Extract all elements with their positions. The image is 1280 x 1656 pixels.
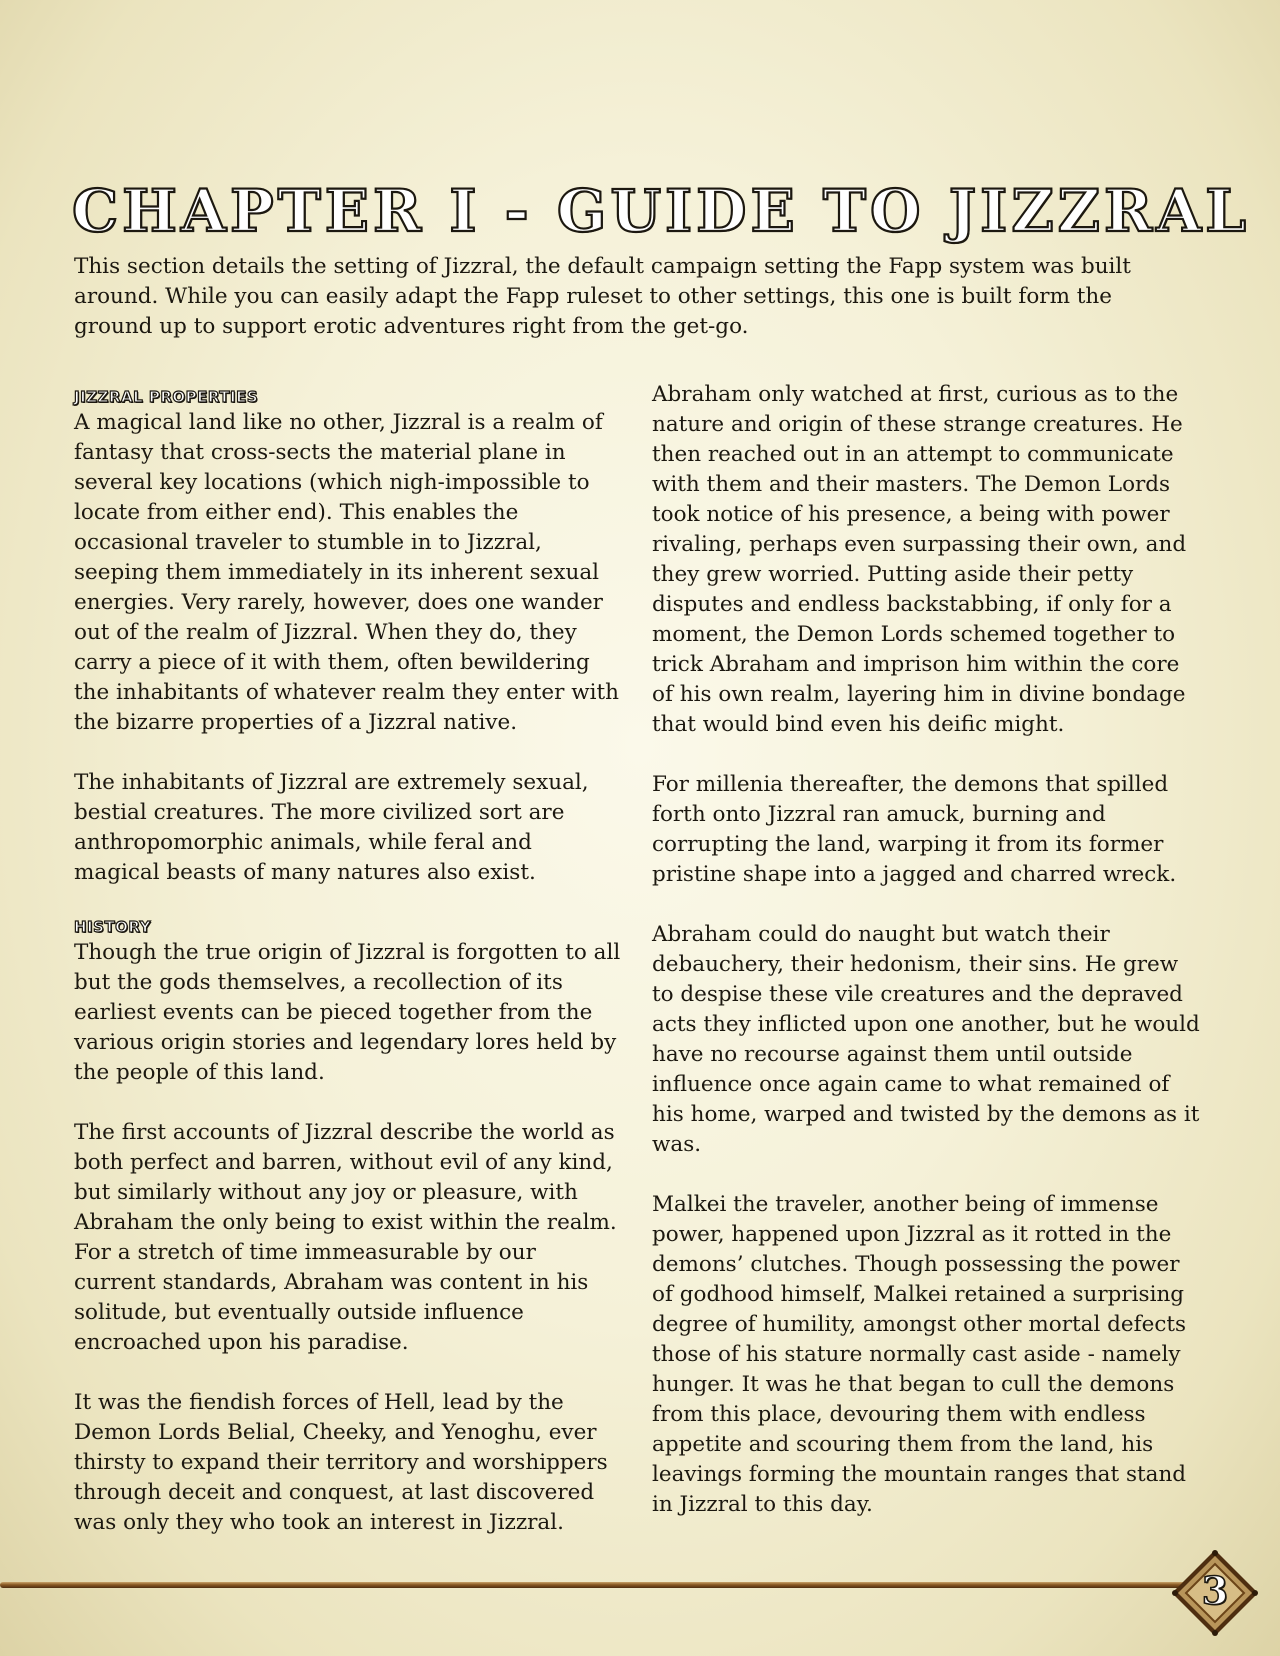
paragraph: Malkei the traveler, another being of immense power, happened upon Jizzral as it rotted in the demons’ clutches. Though possessing the power of godhood himself, Malkei retained a surprising degree of humility, amongst other mortal defects those of his stature normally cast aside - namely hunger. It was he that began to cull the demons from this place, devouring them with endless appetite and scouring them from the land, his leavings forming the mountain ranges that stand in Jizzral to this day.	[652, 1192, 1187, 1517]
paragraph: A magical land like no other, Jizzral is a realm of fantasy that cross-sects the material plane in several key locations (which nigh-impossible to locate from either end). This enables the occasional traveler to stumble in to Jizzral, seeping them immediately in its inherent sexual energies. Very rarely, however, does one wander out of the realm of Jizzral. When they do, they carry a piece of it with them, often bewildering the inhabitants of whatever realm they enter with the bizarre properties of a Jizzral native.	[74, 410, 619, 735]
paragraph: For millenia thereafter, the demons that spilled forth onto Jizzral ran amuck, burning and corrupting the land, warping it from its former pristine shape into a jagged and charred wreck.	[652, 772, 1177, 887]
paragraph: The first accounts of Jizzral describe the world as both perfect and barren, without evil of any kind, but similarly without any joy or pleasure, with Abraham the only being to exist within the realm. For a stretch of time immeasurable by our current standards, Abraham was content in his solitude, but eventually outside influence encroached upon his paradise.	[74, 1120, 617, 1355]
footer-rule	[0, 1582, 1200, 1588]
intro-paragraph: This section details the setting of Jizzral, the default campaign setting the Fapp system was built around. While you can easily adapt the Fapp ruleset to other settings, this one is built form the ground up to support erotic adventures right from the get-go.	[74, 254, 1131, 339]
right-column	[652, 380, 1200, 1520]
page-number: 3	[1201, 1568, 1229, 1613]
section-heading-properties: JIZZRAL PROPERTIES	[74, 388, 259, 406]
left-column	[74, 382, 622, 1538]
paragraph: Abraham could do naught but watch their debauchery, their hedonism, their sins. He grew to despise these vile creatures and the depraved acts they inflicted upon one another, but he would have no recourse against them until outside influence once again came to what remained of his home, warped and twisted by the demons as it was.	[652, 922, 1200, 1157]
paragraph: The inhabitants of Jizzral are extremely sexual, bestial creatures. The more civilized sort are anthropomorphic animals, while feral and magical beasts of many natures also exist.	[74, 770, 589, 885]
paragraph: Though the true origin of Jizzral is forgotten to all but the gods themselves, a recollection of its earliest events can be pieced together from the various origin stories and legendary lores held by the people of this land.	[74, 940, 621, 1085]
paragraph: Abraham only watched at first, curious as to the nature and origin of these strange creatures. He then reached out in an attempt to communicate with them and their masters. The Demon Lords took notice of his presence, a being with power rivaling, perhaps even surpassing their own, and they grew worried. Putting aside their petty disputes and endless backstabbing, if only for a moment, the Demon Lords schemed together to trick Abraham and imprison him within the core of his own realm, layering him in divine bondage that would bind even his deific might.	[652, 382, 1187, 737]
chapter-title: CHAPTER I - GUIDE TO JIZZRAL	[72, 177, 1250, 245]
section-heading-history: HISTORY	[74, 918, 152, 936]
paragraph: It was the fiendish forces of Hell, lead by the Demon Lords Belial, Cheeky, and Yenoghu, ever thirsty to expand their territory and worshippers through deceit and conquest, at last discovered was only they who took an interest in Jizzral.	[74, 1390, 608, 1535]
